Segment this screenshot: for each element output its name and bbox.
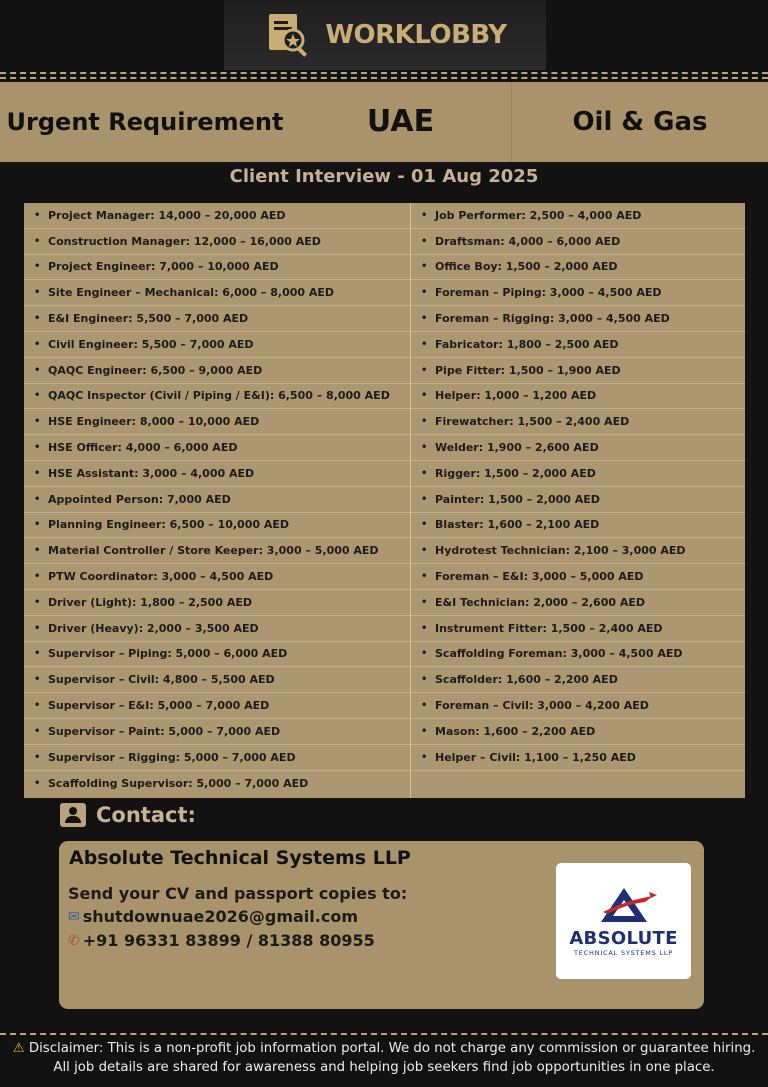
job-title-salary: E&I Engineer: 5,500 – 7,000 AED bbox=[48, 312, 249, 326]
bullet-icon: • bbox=[34, 725, 41, 737]
job-column-left bbox=[24, 203, 411, 798]
job-row bbox=[24, 435, 410, 461]
bullet-icon: • bbox=[34, 596, 41, 608]
job-row bbox=[411, 306, 745, 332]
job-title-salary: Blaster: 1,600 – 2,100 AED bbox=[435, 518, 600, 532]
job-row bbox=[411, 590, 745, 616]
bullet-icon: • bbox=[421, 596, 428, 608]
divider bbox=[0, 72, 768, 74]
bullet-icon: • bbox=[34, 442, 41, 454]
bullet-icon: • bbox=[34, 622, 41, 634]
job-title-salary: Pipe Fitter: 1,500 – 1,900 AED bbox=[435, 363, 621, 377]
bullet-icon: • bbox=[421, 467, 428, 479]
job-row bbox=[24, 461, 410, 487]
job-row bbox=[411, 487, 745, 513]
job-row bbox=[24, 693, 410, 719]
job-row bbox=[24, 771, 410, 797]
job-title-salary: Office Boy: 1,500 – 2,000 AED bbox=[435, 260, 618, 274]
company-logo bbox=[556, 863, 691, 979]
job-row bbox=[24, 564, 410, 590]
job-title-salary: Site Engineer – Mechanical: 6,000 – 8,000 AED bbox=[48, 286, 335, 300]
brand-name: WORKLOBBY bbox=[325, 20, 507, 50]
bullet-icon: • bbox=[34, 751, 41, 763]
bullet-icon: • bbox=[34, 674, 41, 686]
person-icon bbox=[60, 803, 86, 827]
job-row bbox=[24, 667, 410, 693]
bullet-icon: • bbox=[421, 545, 428, 557]
job-title-salary: HSE Assistant: 3,000 – 4,000 AED bbox=[48, 466, 255, 480]
job-title-salary: Scaffolder: 1,600 – 2,200 AED bbox=[435, 673, 618, 687]
job-row bbox=[411, 538, 745, 564]
logo-mark-icon bbox=[589, 886, 659, 924]
bullet-icon: • bbox=[34, 235, 41, 247]
job-title-salary: Planning Engineer: 6,500 – 10,000 AED bbox=[48, 518, 290, 532]
job-row bbox=[411, 332, 745, 358]
job-title-salary: Rigger: 1,500 – 2,000 AED bbox=[435, 466, 596, 480]
job-row bbox=[411, 719, 745, 745]
job-title-salary: Painter: 1,500 – 2,000 AED bbox=[435, 492, 600, 506]
warning-icon: ⚠ bbox=[12, 1041, 25, 1056]
job-title-salary: HSE Officer: 4,000 – 6,000 AED bbox=[48, 441, 238, 455]
job-row bbox=[24, 616, 410, 642]
bullet-icon: • bbox=[421, 493, 428, 505]
interview-date: Client Interview - 01 Aug 2025 bbox=[229, 166, 539, 187]
job-title-salary: Scaffolding Foreman: 3,000 – 4,500 AED bbox=[435, 647, 683, 661]
logo-subtitle: TECHNICAL SYSTEMS LLP bbox=[573, 948, 674, 957]
job-row bbox=[24, 203, 410, 229]
banner-country: UAE bbox=[290, 82, 512, 162]
job-title-salary: Project Engineer: 7,000 – 10,000 AED bbox=[48, 260, 279, 274]
banner-urgent: Urgent Requirement bbox=[6, 108, 284, 136]
bullet-icon: • bbox=[421, 674, 428, 686]
job-title-salary: Construction Manager: 12,000 – 16,000 AED bbox=[48, 234, 321, 248]
brand-header bbox=[224, 0, 546, 70]
job-title-salary: Welder: 1,900 – 2,600 AED bbox=[435, 441, 599, 455]
job-row bbox=[411, 513, 745, 539]
envelope-icon: ✉ bbox=[68, 908, 80, 925]
job-row bbox=[24, 745, 410, 771]
bullet-icon: • bbox=[34, 287, 41, 299]
divider bbox=[0, 77, 768, 79]
divider bbox=[0, 1033, 768, 1035]
job-title-salary: Helper – Civil: 1,100 – 1,250 AED bbox=[435, 750, 636, 764]
bullet-icon: • bbox=[34, 467, 41, 479]
bullet-icon: • bbox=[34, 700, 41, 712]
job-title-salary: Appointed Person: 7,000 AED bbox=[48, 492, 231, 506]
logo-name: ABSOLUTE bbox=[569, 927, 678, 949]
job-row bbox=[24, 513, 410, 539]
job-title-salary: Supervisor – Piping: 5,000 – 6,000 AED bbox=[48, 647, 288, 661]
job-column-right bbox=[411, 203, 745, 798]
bullet-icon: • bbox=[421, 622, 428, 634]
job-title-salary: Mason: 1,600 – 2,200 AED bbox=[435, 724, 596, 738]
bullet-icon: • bbox=[421, 287, 428, 299]
job-title-salary: Foreman – Piping: 3,000 – 4,500 AED bbox=[435, 286, 662, 300]
bullet-icon: • bbox=[34, 416, 41, 428]
bullet-icon: • bbox=[34, 493, 41, 505]
job-title-salary: Foreman – Rigging: 3,000 – 4,500 AED bbox=[435, 312, 670, 326]
job-title-salary: PTW Coordinator: 3,000 – 4,500 AED bbox=[48, 570, 274, 584]
disclaimer bbox=[0, 1039, 768, 1079]
job-title-salary: Supervisor – Civil: 4,800 – 5,500 AED bbox=[48, 673, 275, 687]
bullet-icon: • bbox=[421, 442, 428, 454]
job-row bbox=[411, 771, 745, 797]
job-title-salary: Firewatcher: 1,500 – 2,400 AED bbox=[435, 415, 630, 429]
job-row bbox=[24, 409, 410, 435]
bullet-icon: • bbox=[34, 648, 41, 660]
contact-heading bbox=[60, 800, 196, 830]
job-row bbox=[411, 693, 745, 719]
bullet-icon: • bbox=[421, 235, 428, 247]
bullet-icon: • bbox=[34, 777, 41, 789]
job-title-salary: Supervisor – Rigging: 5,000 – 7,000 AED bbox=[48, 750, 296, 764]
cv-instructions: Send your CV and passport copies to: bbox=[68, 884, 408, 903]
phone-icon: ✆ bbox=[68, 932, 80, 949]
job-title-salary: Driver (Heavy): 2,000 – 3,500 AED bbox=[48, 621, 259, 635]
job-row bbox=[411, 564, 745, 590]
bullet-icon: • bbox=[34, 261, 41, 273]
bullet-icon: • bbox=[421, 571, 428, 583]
job-row bbox=[411, 280, 745, 306]
job-row bbox=[411, 461, 745, 487]
job-title-salary: Helper: 1,000 – 1,200 AED bbox=[435, 389, 597, 403]
job-row bbox=[411, 409, 745, 435]
email-address[interactable]: shutdownuae2026@gmail.com bbox=[82, 907, 358, 926]
bullet-icon: • bbox=[421, 648, 428, 660]
job-title-salary: E&I Technician: 2,000 – 2,600 AED bbox=[435, 595, 645, 609]
bullet-icon: • bbox=[34, 390, 41, 402]
job-row bbox=[411, 384, 745, 410]
job-row bbox=[24, 280, 410, 306]
job-row bbox=[24, 719, 410, 745]
job-title-salary: Hydrotest Technician: 2,100 – 3,000 AED bbox=[435, 544, 686, 558]
bullet-icon: • bbox=[34, 364, 41, 376]
job-row bbox=[411, 667, 745, 693]
job-title-salary: Project Manager: 14,000 – 20,000 AED bbox=[48, 208, 286, 222]
job-title-salary: QAQC Engineer: 6,500 – 9,000 AED bbox=[48, 363, 263, 377]
bullet-icon: • bbox=[34, 545, 41, 557]
bullet-icon: • bbox=[421, 261, 428, 273]
job-row bbox=[411, 435, 745, 461]
job-title-salary: Supervisor – Paint: 5,000 – 7,000 AED bbox=[48, 724, 281, 738]
job-row bbox=[24, 229, 410, 255]
job-row bbox=[411, 616, 745, 642]
phone-row[interactable] bbox=[68, 931, 375, 950]
job-title-salary: Supervisor – E&I: 5,000 – 7,000 AED bbox=[48, 699, 270, 713]
bullet-icon: • bbox=[421, 313, 428, 325]
job-row bbox=[24, 538, 410, 564]
bullet-icon: • bbox=[421, 364, 428, 376]
job-row bbox=[24, 642, 410, 668]
job-row bbox=[24, 332, 410, 358]
bullet-icon: • bbox=[34, 571, 41, 583]
job-row bbox=[411, 358, 745, 384]
job-row bbox=[411, 229, 745, 255]
bullet-icon: • bbox=[421, 751, 428, 763]
contact-card bbox=[59, 841, 704, 1009]
job-title-salary: Material Controller / Store Keeper: 3,000 – 5,000 AED bbox=[48, 544, 379, 558]
job-title-salary: Instrument Fitter: 1,500 – 2,400 AED bbox=[435, 621, 663, 635]
job-row bbox=[24, 255, 410, 281]
job-row bbox=[411, 642, 745, 668]
job-title-salary: Civil Engineer: 5,500 – 7,000 AED bbox=[48, 337, 254, 351]
bullet-icon: • bbox=[421, 209, 428, 221]
job-row bbox=[24, 306, 410, 332]
banner bbox=[0, 82, 768, 162]
job-title-salary: Foreman – E&I: 3,000 – 5,000 AED bbox=[435, 570, 644, 584]
bullet-icon: • bbox=[421, 338, 428, 350]
job-title-salary: QAQC Inspector (Civil / Piping / E&I): 6,500 – 8,000 AED bbox=[48, 389, 390, 403]
bullet-icon: • bbox=[421, 700, 428, 712]
bullet-icon: • bbox=[421, 390, 428, 402]
job-title-salary: Driver (Light): 1,800 – 2,500 AED bbox=[48, 595, 252, 609]
job-title-salary: HSE Engineer: 8,000 – 10,000 AED bbox=[48, 415, 260, 429]
bullet-icon: • bbox=[421, 725, 428, 737]
document-search-icon bbox=[263, 10, 313, 60]
job-title-salary: Scaffolding Supervisor: 5,000 – 7,000 AED bbox=[48, 776, 309, 790]
job-table bbox=[24, 203, 745, 798]
banner-sector: Oil & Gas bbox=[572, 106, 708, 137]
job-title-salary: Foreman – Civil: 3,000 – 4,200 AED bbox=[435, 699, 649, 713]
job-row bbox=[24, 487, 410, 513]
company-name: Absolute Technical Systems LLP bbox=[69, 847, 411, 869]
job-row bbox=[411, 255, 745, 281]
bullet-icon: • bbox=[34, 519, 41, 531]
bullet-icon: • bbox=[34, 209, 41, 221]
bullet-icon: • bbox=[34, 338, 41, 350]
job-title-salary: Draftsman: 4,000 – 6,000 AED bbox=[435, 234, 621, 248]
job-row bbox=[411, 745, 745, 771]
email-row[interactable] bbox=[68, 907, 358, 926]
contact-label: Contact: bbox=[96, 803, 196, 827]
job-row bbox=[24, 590, 410, 616]
bullet-icon: • bbox=[421, 416, 428, 428]
job-row bbox=[411, 203, 745, 229]
job-row bbox=[24, 358, 410, 384]
bullet-icon: • bbox=[34, 313, 41, 325]
job-title-salary: Fabricator: 1,800 – 2,500 AED bbox=[435, 337, 619, 351]
job-row bbox=[24, 384, 410, 410]
job-title-salary: Job Performer: 2,500 – 4,000 AED bbox=[435, 208, 642, 222]
disclaimer-text: Disclaimer: This is a non-profit job information portal. We do not charge any commission or guarantee hiring. All job details are shared for awareness and helping job seekers find job opportunities in one place. bbox=[28, 1041, 756, 1075]
bullet-icon: • bbox=[421, 519, 428, 531]
phone-number[interactable]: +91 96331 83899 / 81388 80955 bbox=[82, 931, 375, 950]
